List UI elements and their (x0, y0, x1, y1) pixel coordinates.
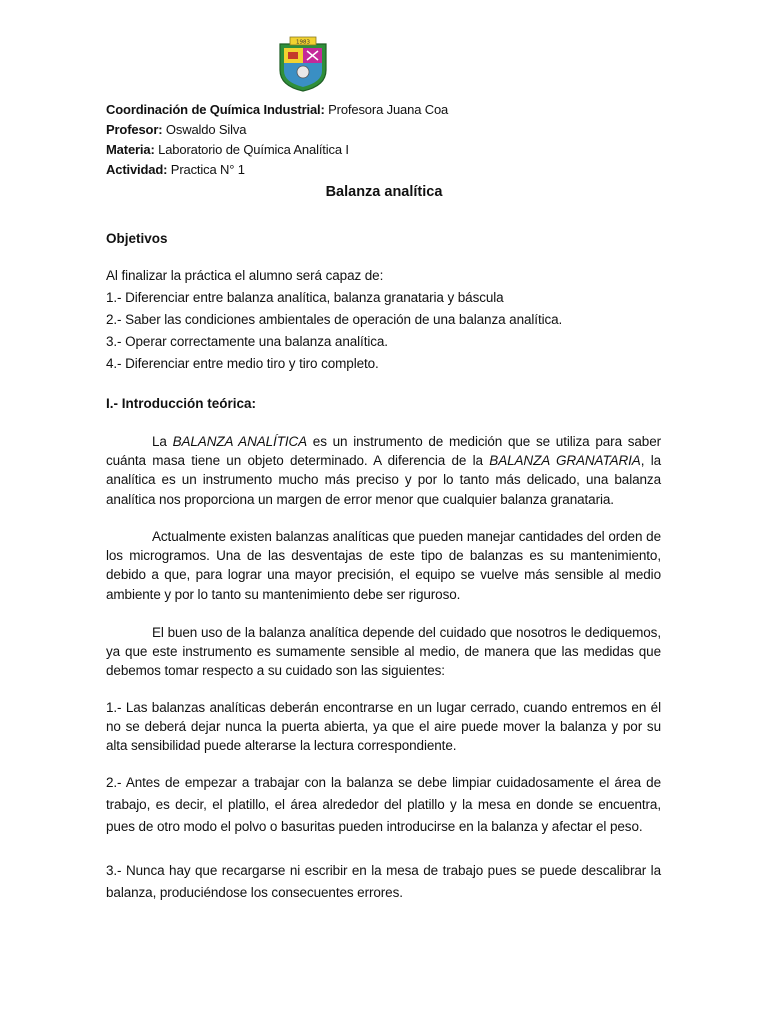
school-crest-icon (274, 36, 332, 92)
professor-value: Oswaldo Silva (162, 122, 247, 137)
care-rule-1: 1.- Las balanzas analíticas deberán encontrarse en un lugar cerrado, cuando entremos en él no se deberá dejar nunca la puerta abierta, ya que el aire puede mover la balanza y por su alta sensibilidad puede alterarse la lectura correspondiente. (106, 700, 661, 754)
coordination-value: Profesora Juana Coa (324, 102, 449, 117)
crest-banner-text: 1983 (296, 39, 310, 46)
objective-item: 4.- Diferenciar entre medio tiro y tiro completo. (106, 356, 379, 371)
intro-paragraph-2: Actualmente existen balanzas analíticas que pueden manejar cantidades del orden de los microgramos. Una de las desventajas de este tipo de balanzas es su mantenimiento, debido a que, para lograr una mayor precisión, el equipo se vuelve más sensible al medio ambiente y por lo tanto su mantenimiento debe ser riguroso. (106, 529, 661, 602)
professor-label: Profesor: (106, 122, 163, 137)
subject-value: Laboratorio de Química Analítica I (154, 142, 349, 157)
coordination-label: Coordinación de Química Industrial: (106, 102, 325, 117)
professor-line (106, 120, 246, 140)
objective-item: 2.- Saber las condiciones ambientales de operación de una balanza analítica. (106, 312, 563, 327)
intro-heading: I.- Introducción teórica: (106, 396, 257, 411)
subject-label: Materia: (106, 142, 155, 157)
care-rule-2: 2.- Antes de empezar a trabajar con la balanza se debe limpiar cuidadosamente el área de trabajo, es decir, el platillo, el área alrededor del platillo y la mesa en donde se encuentra, pues de otro modo el polvo o basuritas pueden introducirse en la balanza y afectar el peso. (106, 775, 661, 835)
subject-line (106, 140, 349, 160)
term-balanza-analitica: BALANZA ANALÍTICA (172, 434, 308, 449)
activity-value: Practica N° 1 (167, 162, 245, 177)
care-rule-3: 3.- Nunca hay que recargarse ni escribir en la mesa de trabajo pues se puede descalibrar la balanza, produciéndose los consecuentes errores. (106, 863, 661, 901)
activity-line (106, 160, 245, 180)
intro-paragraph-3: El buen uso de la balanza analítica depende del cuidado que nosotros le dediquemos, ya que este instrumento es sumamente sensible al medio, de manera que las medidas que debemos tomar respecto a su cuidado son las siguientes: (106, 625, 661, 679)
term-balanza-granataria: BALANZA GRANATARIA (489, 453, 641, 469)
objectives-heading: Objetivos (106, 231, 168, 246)
objective-item: 3.- Operar correctamente una balanza analítica. (106, 334, 388, 349)
document-title: Balanza analítica (325, 184, 443, 200)
activity-label: Actividad: (106, 162, 168, 177)
objective-item: 1.- Diferenciar entre balanza analítica, balanza granataria y báscula (106, 290, 504, 305)
objectives-intro: Al finalizar la práctica el alumno será capaz de: (106, 268, 384, 283)
coordination-line (106, 100, 448, 120)
intro-paragraph-1: La BALANZA ANALÍTICA es un instrumento de medición que se utiliza para saber cuánta masa tiene un objeto determinado. A diferencia de la BALANZA GRANATARIA, la analítica es un instrumento mucho más preciso y por lo tanto más delicado, una balanza analítica nos proporciona un margen de error menor que cualquier balanza granataria. (106, 434, 662, 507)
